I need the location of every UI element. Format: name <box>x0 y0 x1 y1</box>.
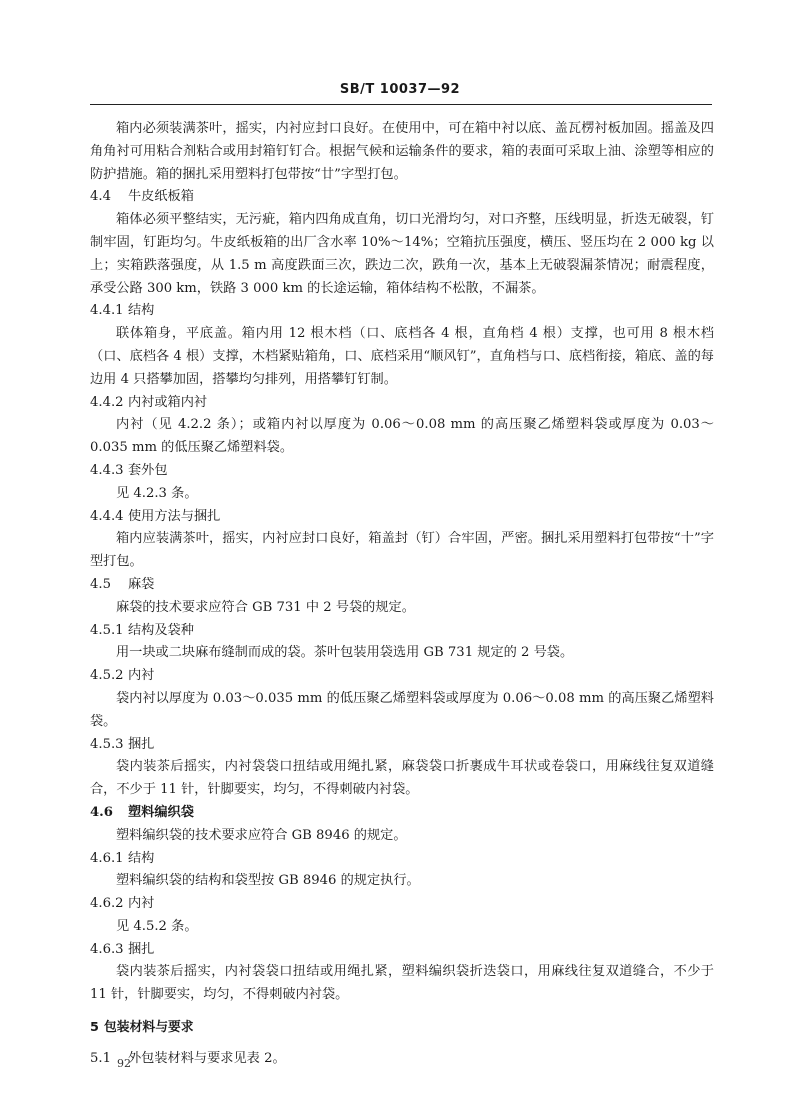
section-heading <box>90 1017 714 1040</box>
body-paragraph: 箱内必须装满茶叶，摇实，内衬应封口良好。在使用中，可在箱中衬以底、盖瓦楞衬板加固。摇盖及四角角衬可用粘合剂粘合或用封箱钉钉合。根据气候和运输条件的要求，箱的表面可采取上油、涂塑等相应的防护措施。箱的捆扎采用塑料打包带按“廿”字型打包。 <box>90 121 714 182</box>
clause-number: 4.5.1 <box>90 622 124 638</box>
clause-heading <box>90 300 714 323</box>
clause-heading <box>90 506 714 529</box>
clause-title: 捆扎 <box>128 736 155 752</box>
body-paragraph: 用一块或二块麻布缝制而成的袋。茶叶包装用袋选用 GB 731 规定的 2 号袋。 <box>116 645 574 661</box>
clause-heading <box>90 460 714 483</box>
clause-title: 麻袋 <box>128 576 155 592</box>
document-body <box>90 118 714 1071</box>
clause-heading <box>90 620 714 643</box>
clause-title: 结构及袋种 <box>128 622 194 638</box>
clause-title: 包装材料与要求 <box>104 1020 194 1036</box>
clause-number: 4.6.1 <box>90 850 124 866</box>
clause-number: 4.4 <box>90 189 111 205</box>
clause-number: 4.5 <box>90 576 111 592</box>
clause-number: 4.6.3 <box>90 941 124 957</box>
clause-heading <box>90 392 714 415</box>
body-paragraph: 联体箱身，平底盖。箱内用 12 根木档（口、底档各 4 根，直角档 4 根）支撑，也可用 8 根木档（口、底档各 4 根）支撑，木档紧贴箱角，口、底档采用“顺风钉”，直角档与口、底档衔接，箱底、盖的每边用 4 只搭攀加固，搭攀均匀排列，用搭攀钉钉制。 <box>90 326 714 387</box>
clause-heading <box>90 893 714 916</box>
clause-title: 使用方法与捆扎 <box>128 508 221 524</box>
clause-title: 内衬或箱内衬 <box>128 394 208 410</box>
page-number: 92 <box>117 1057 131 1070</box>
clause-title: 牛皮纸板箱 <box>128 189 194 205</box>
clause-number: 5 <box>90 1020 99 1036</box>
clause-number: 4.6 <box>90 804 113 820</box>
body-paragraph: 箱内应装满茶叶，摇实，内衬应封口良好，箱盖封（钉）合牢固，严密。捆扎采用塑料打包带按“十”字型打包。 <box>90 531 714 570</box>
clause-number: 4.4.1 <box>90 303 124 319</box>
clause-title: 捆扎 <box>128 941 155 957</box>
body-paragraph: 袋内衬以厚度为 0.03～0.035 mm 的低压聚乙烯塑料袋或厚度为 0.06～0.08 mm 的高压聚乙烯塑料袋。 <box>90 690 714 729</box>
body-paragraph: 袋内装茶后摇实，内衬袋袋口扭结或用绳扎紧，麻袋袋口折裹成牛耳状或卷袋口，用麻线往复双道缝合，不少于 11 针，针脚要实，均匀，不得刺破内衬袋。 <box>90 759 714 798</box>
body-paragraph: 见 4.5.2 条。 <box>116 918 198 934</box>
clause-number: 4.4.2 <box>90 394 124 410</box>
clause-heading <box>90 186 714 209</box>
body-paragraph: 麻袋的技术要求应符合 GB 731 中 2 号袋的规定。 <box>116 599 415 615</box>
clause-title: 结构 <box>128 303 155 319</box>
clause-heading <box>90 734 714 757</box>
body-paragraph: 内衬（见 4.2.2 条）；或箱内衬以厚度为 0.06～0.08 mm 的高压聚乙烯塑料袋或厚度为 0.03～0.035 mm 的低压聚乙烯塑料袋。 <box>90 417 714 456</box>
clause-number: 5.1 <box>90 1050 111 1066</box>
standard-code-header: SB/T 10037—92 <box>339 82 461 97</box>
body-paragraph: 箱体必须平整结实，无污疵，箱内四角成直角，切口光滑均匀，对口齐整，压线明显，折迭无破裂，钉制牢固，钉距均匀。牛皮纸板箱的出厂含水率 10%～14%；空箱抗压强度，横压、竖压均在 2 000 kg 以上；实箱跌落强度，从 1.5 m 高度跌面三次，跌边二次，跌角一次，基本上无破裂漏茶情况；耐震程度，承受公路 300 km，铁路 3 000 km 的长途运输，箱体结构不松散，不漏茶。 <box>90 212 714 296</box>
body-paragraph: 塑料编织袋的技术要求应符合 GB 8946 的规定。 <box>116 827 407 843</box>
clause-heading <box>90 665 714 688</box>
clause-title: 结构 <box>128 850 155 866</box>
body-paragraph: 见 4.2.3 条。 <box>116 485 198 501</box>
header-rule <box>90 104 712 105</box>
clause-number: 4.5.2 <box>90 668 124 684</box>
clause-heading <box>90 1048 714 1071</box>
clause-number: 4.4.4 <box>90 508 124 524</box>
clause-title: 外包装材料与要求见表 2。 <box>128 1050 286 1066</box>
clause-heading <box>90 574 714 597</box>
body-paragraph: 袋内装茶后摇实，内衬袋袋口扭结或用绳扎紧，塑料编织袋折迭袋口，用麻线往复双道缝合，不少于 11 针，针脚要实，均匀，不得刺破内衬袋。 <box>90 964 714 1003</box>
body-paragraph: 塑料编织袋的结构和袋型按 GB 8946 的规定执行。 <box>116 873 420 889</box>
clause-title: 套外包 <box>128 462 168 478</box>
clause-number: 4.5.3 <box>90 736 124 752</box>
clause-heading <box>90 848 714 871</box>
clause-title: 内衬 <box>128 668 155 684</box>
clause-heading <box>90 802 714 825</box>
clause-title: 内衬 <box>128 896 155 912</box>
clause-title: 塑料编织袋 <box>128 804 194 820</box>
clause-number: 4.6.2 <box>90 896 124 912</box>
clause-number: 4.4.3 <box>90 462 124 478</box>
clause-heading <box>90 939 714 962</box>
